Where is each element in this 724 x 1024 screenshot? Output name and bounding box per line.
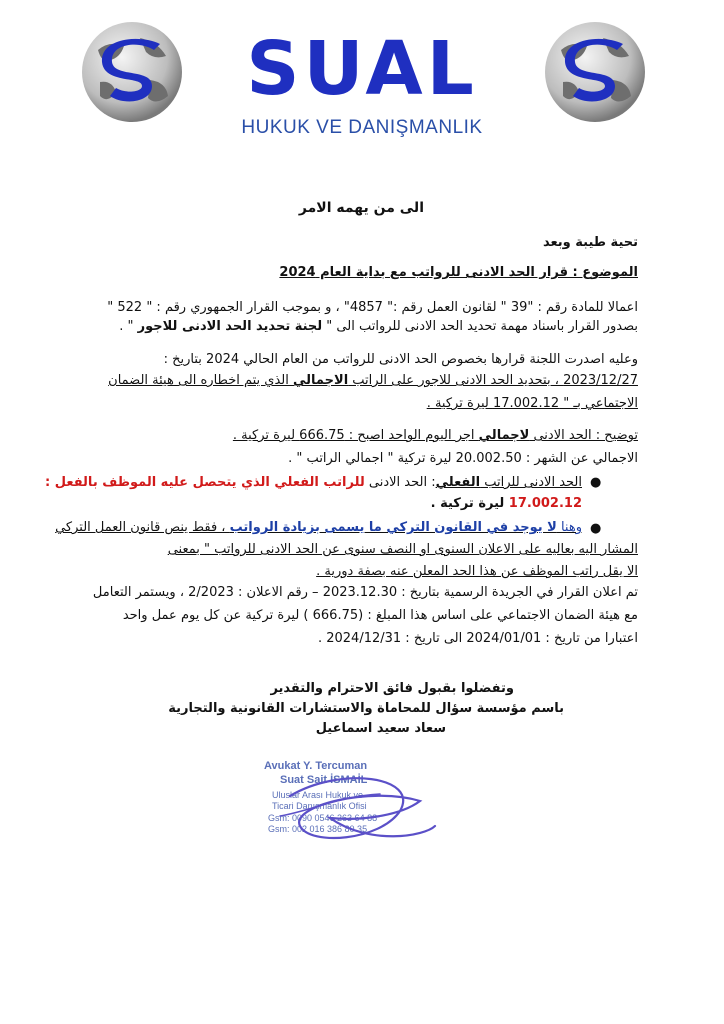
signatory-name: سعاد سعيد اسماعيل [315, 721, 446, 736]
globe-logo-icon [80, 20, 185, 125]
bullet-1-line: الحد الادنى للراتب الفعلي: الحد الادنى للراتب الفعلي الذي يتحصل عليه الموظف بالفعل : [45, 475, 582, 490]
bullet-icon: ● [590, 475, 602, 490]
brand-tagline: HUKUK VE DANIŞMANLIK [241, 117, 483, 138]
addressee: الى من يهمه الامر [298, 200, 424, 216]
bullet-2-line: المشار اليه بعاليه على الاعلان السنوى او النصف سنوى عن الحد الادنى للرواتب " بمعنى [167, 542, 638, 557]
closing-line: وتفضلوا بقبول فائق الاحترام والتقدير [270, 681, 514, 696]
bullet-2-line: وهنا لا يوجد في القانون التركي ما يسمى بزيادة الرواتب ، فقط ينص قانون العمل التركي [55, 520, 582, 535]
paragraph-2-line: الاجتماعي بـ " 17.002.12 ليرة تركية . [426, 396, 638, 411]
greeting: تحية طيبة وبعد [542, 235, 638, 250]
paragraph-4-line: تم اعلان القرار في الجريدة الرسمية بتاريخ : 2023.12.30 – رقم الاعلان : 2/2023 ، ويستمر التعامل [92, 585, 638, 600]
paragraph-2-line: وعليه اصدرت اللجنة قرارها بخصوص الحد الادنى للرواتب من العام الحالي 2024 بتاريخ : [163, 352, 638, 367]
bullet-icon: ● [590, 521, 602, 536]
bullet-1-line: 17.002.12 ليرة تركية . [430, 496, 582, 511]
paragraph-4-line: مع هيئة الضمان الاجتماعي على اساس هذا المبلغ : (666.75 ) ليرة تركية عن كل يوم عمل واحد [122, 608, 638, 623]
subject-line: الموضوع : قرار الحد الادنى للرواتب مع بداية العام 2024 [279, 265, 638, 280]
brand-wordmark: SUAL [246, 26, 478, 112]
paragraph-4-line: اعتبارا من تاريخ : 2024/01/01 الى تاريخ : 2024/12/31 . [317, 631, 638, 646]
globe-logo-icon [543, 20, 648, 125]
paragraph-1-line: اعمالا للمادة رقم : "39 " لقانون العمل رقم :" 4857" ، و بموجب القرار الجمهوري رقم : " 522 " [107, 300, 638, 315]
bullet-2-line: الا يقل راتب الموظف عن هذا الحد المعلن عنه بصفة دورية . [316, 564, 638, 579]
clarification-line: الاجمالي عن الشهر : 20.002.50 ليرة تركية " اجمالي الراتب " . [288, 451, 638, 466]
signatory-org: باسم مؤسسة سؤال للمحاماة والاستشارات القانونية والتجارية [168, 701, 564, 716]
signature-scribble [250, 756, 450, 856]
official-stamp: Avukat Y. Tercuman Suat Sait İSMAİL Uluslar Arası Hukuk ve Ticari Danışmanlık Ofisi Gsm: 0090 0546 263 64 88 Gsm: 002 016 386 80 35 [264, 760, 378, 834]
paragraph-1-line: بصدور القرار باسناد مهمة تحديد الحد الادنى للرواتب الى " لجنة تحديد الحد الادنى للاجور " . [119, 319, 638, 334]
clarification-line: توضيح : الحد الادنى لاجمالي اجر اليوم الواحد اصبح : 666.75 ليرة تركية . [232, 428, 638, 443]
paragraph-2-line: 2023/12/27 ، بتحديد الحد الادنى للاجور على الراتب الاجمالي الذي يتم اخطاره الى هيئة الضمان [108, 373, 638, 388]
